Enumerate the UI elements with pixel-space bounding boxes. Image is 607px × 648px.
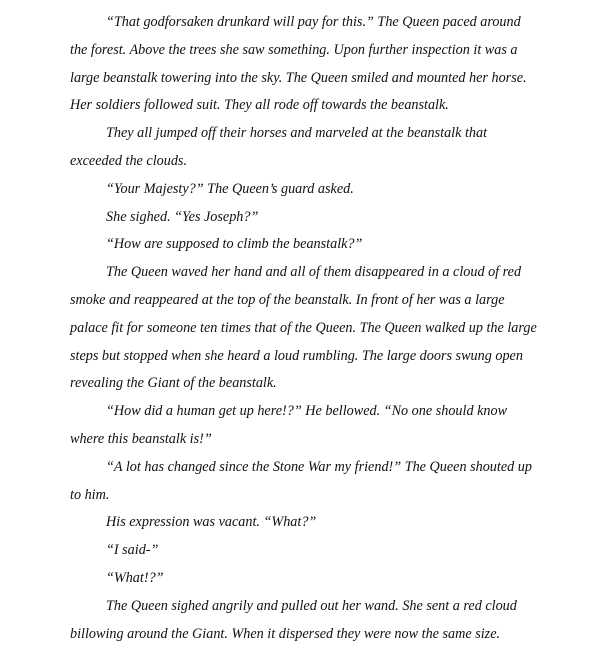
paragraph-marveled: They all jumped off their horses and marveled at the beanstalk that exceeded the clouds. <box>70 125 488 169</box>
paragraph-yes-joseph: She sighed. “Yes Joseph?” <box>106 208 259 225</box>
paragraph-guard-asked: “Your Majesty?” The Queen’s guard asked. <box>106 180 354 197</box>
paragraph-i-said: “I said-” <box>106 542 159 559</box>
paragraph-giant-bellowed: “How did a human get up here!?” He bellowed. “No one should know where this beanstalk is!” <box>70 403 508 447</box>
paragraph-how-climb: “How are supposed to climb the beanstalk?” <box>106 236 363 253</box>
paragraph-what: “What!?” <box>106 569 164 586</box>
paragraph-red-smoke: The Queen waved her hand and all of them disappeared in a cloud of red smoke and reappeared at the top of the beanstalk. In front of her was a large palace fit for someone ten times that of the Queen. The Queen walked up the large steps but stopped when she heard a loud rumbling. The large doors swung open revealing the Giant of the beanstalk. <box>70 264 537 392</box>
paragraph-stone-war: “A lot has changed since the Stone War my friend!” The Queen shouted up to him. <box>70 458 532 503</box>
paragraph-red-cloud: The Queen sighed angrily and pulled out her wand. She sent a red cloud billowing around the Giant. When it dispersed they were now the same size. <box>70 597 517 642</box>
paragraph-queen-paced: “That godforsaken drunkard will pay for this.” The Queen paced around the forest. Above the trees she saw something. Upon further inspection it was a large beanstalk towering into the sky. The Queen smiled and mounted her horse. Her soldiers followed suit. They all rode off towards the beanstalk. <box>70 14 527 114</box>
story-text <box>70 9 540 648</box>
paragraph-vacant: His expression was vacant. “What?” <box>106 514 317 531</box>
